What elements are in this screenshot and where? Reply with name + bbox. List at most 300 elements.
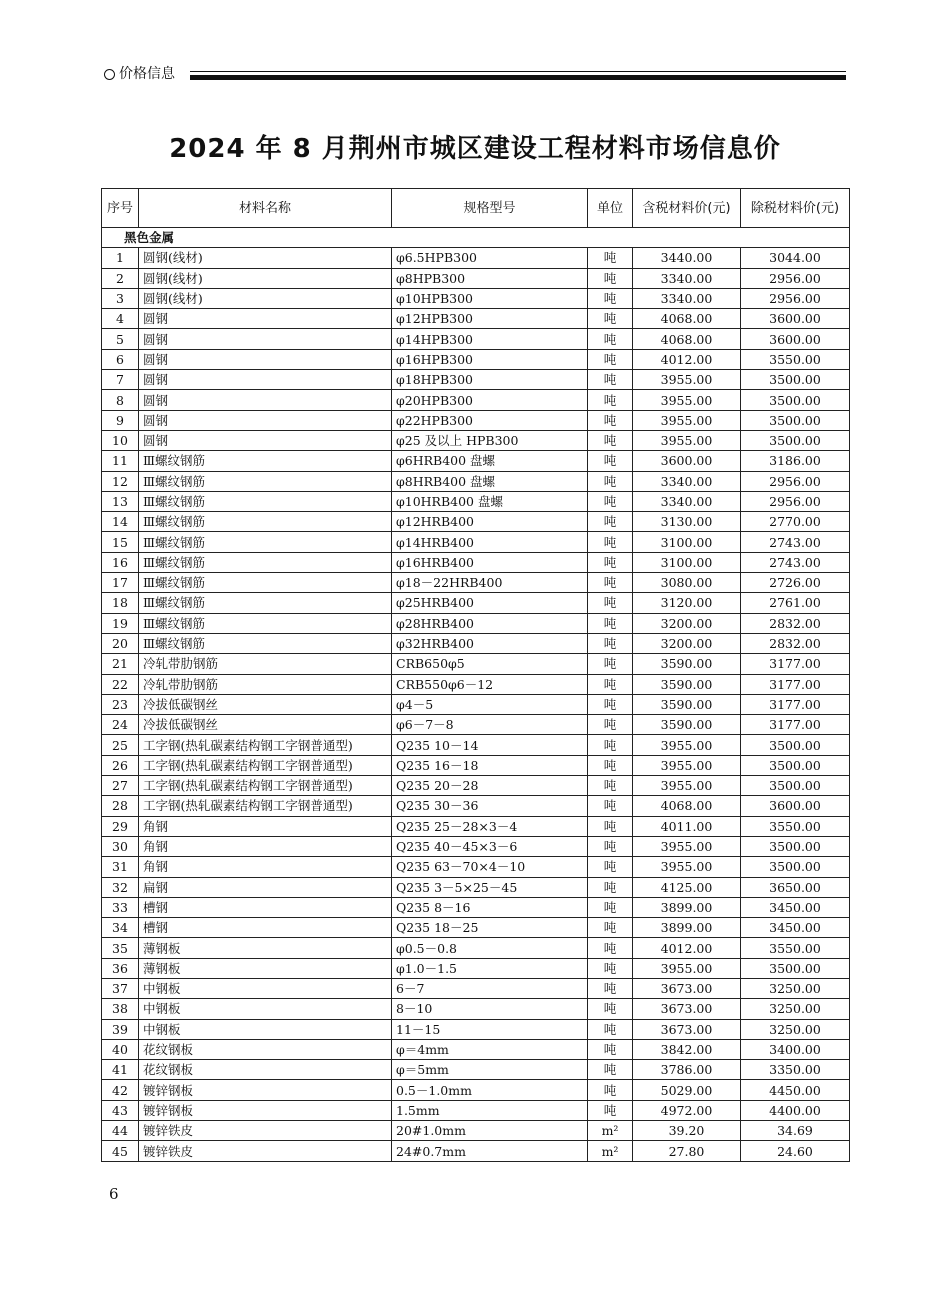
price-without-tax: 3500.00 xyxy=(741,958,850,978)
price-with-tax: 3590.00 xyxy=(633,674,741,694)
material-name: 冷轧带肋钢筋 xyxy=(139,654,392,674)
material-name: 薄钢板 xyxy=(139,958,392,978)
unit: 吨 xyxy=(588,694,633,714)
spec-model: 24#0.7mm xyxy=(392,1141,588,1161)
unit: 吨 xyxy=(588,999,633,1019)
spec-model: Q235 20－28 xyxy=(392,776,588,796)
row-index: 6 xyxy=(102,349,139,369)
price-without-tax: 3600.00 xyxy=(741,796,850,816)
unit: 吨 xyxy=(588,552,633,572)
row-index: 16 xyxy=(102,552,139,572)
spec-model: φ12HRB400 xyxy=(392,512,588,532)
unit: 吨 xyxy=(588,248,633,268)
page-title: 2024 年 8 月荆州市城区建设工程材料市场信息价 xyxy=(169,134,781,164)
row-index: 39 xyxy=(102,1019,139,1039)
unit: 吨 xyxy=(588,1039,633,1059)
page-header xyxy=(104,64,846,86)
spec-model: 8－10 xyxy=(392,999,588,1019)
material-name: 工字钢(热轧碳素结构钢工字钢普通型) xyxy=(139,776,392,796)
header-rule-thin xyxy=(190,71,846,72)
material-name: Ⅲ螺纹钢筋 xyxy=(139,613,392,633)
table-row xyxy=(102,999,850,1019)
material-name: 工字钢(热轧碳素结构钢工字钢普通型) xyxy=(139,796,392,816)
unit: 吨 xyxy=(588,857,633,877)
spec-model: φ8HRB400 盘螺 xyxy=(392,471,588,491)
material-name: 角钢 xyxy=(139,836,392,856)
material-name: 圆钢(线材) xyxy=(139,288,392,308)
spec-model: Q235 16－18 xyxy=(392,755,588,775)
material-name: 工字钢(热轧碳素结构钢工字钢普通型) xyxy=(139,755,392,775)
unit: 吨 xyxy=(588,288,633,308)
price-with-tax: 3200.00 xyxy=(633,613,741,633)
price-without-tax: 2832.00 xyxy=(741,613,850,633)
unit: 吨 xyxy=(588,897,633,917)
spec-model: CRB550φ6－12 xyxy=(392,674,588,694)
table-row xyxy=(102,897,850,917)
price-without-tax: 3250.00 xyxy=(741,1019,850,1039)
row-index: 28 xyxy=(102,796,139,816)
spec-model: φ18－22HRB400 xyxy=(392,573,588,593)
row-index: 32 xyxy=(102,877,139,897)
row-index: 43 xyxy=(102,1100,139,1120)
table-row xyxy=(102,877,850,897)
spec-model: φ25HRB400 xyxy=(392,593,588,613)
table-row xyxy=(102,1121,850,1141)
unit: 吨 xyxy=(588,370,633,390)
price-without-tax: 3600.00 xyxy=(741,309,850,329)
price-without-tax: 3500.00 xyxy=(741,776,850,796)
row-index: 26 xyxy=(102,755,139,775)
unit: 吨 xyxy=(588,573,633,593)
row-index: 17 xyxy=(102,573,139,593)
unit: 吨 xyxy=(588,410,633,430)
price-with-tax: 3673.00 xyxy=(633,978,741,998)
spec-model: φ1.0－1.5 xyxy=(392,958,588,978)
row-index: 41 xyxy=(102,1060,139,1080)
spec-model: φ＝5mm xyxy=(392,1060,588,1080)
page-number: 6 xyxy=(109,1185,119,1203)
table-row xyxy=(102,573,850,593)
price-without-tax: 3500.00 xyxy=(741,836,850,856)
table-row xyxy=(102,1060,850,1080)
price-with-tax: 4011.00 xyxy=(633,816,741,836)
spec-model: φ16HRB400 xyxy=(392,552,588,572)
price-without-tax: 2956.00 xyxy=(741,268,850,288)
table-row xyxy=(102,1039,850,1059)
unit: 吨 xyxy=(588,1060,633,1080)
spec-model: Q235 63－70×4－10 xyxy=(392,857,588,877)
row-index: 25 xyxy=(102,735,139,755)
price-without-tax: 3500.00 xyxy=(741,857,850,877)
unit: 吨 xyxy=(588,1080,633,1100)
price-without-tax: 3500.00 xyxy=(741,755,850,775)
column-header-index: 序号 xyxy=(102,189,139,228)
material-name: Ⅲ螺纹钢筋 xyxy=(139,552,392,572)
price-without-tax: 2956.00 xyxy=(741,471,850,491)
row-index: 19 xyxy=(102,613,139,633)
spec-model: φ10HRB400 盘螺 xyxy=(392,491,588,511)
spec-model: φ32HRB400 xyxy=(392,633,588,653)
unit: 吨 xyxy=(588,816,633,836)
price-with-tax: 27.80 xyxy=(633,1141,741,1161)
spec-model: φ14HRB400 xyxy=(392,532,588,552)
spec-model: φ8HPB300 xyxy=(392,268,588,288)
table-row xyxy=(102,512,850,532)
unit: 吨 xyxy=(588,654,633,674)
row-index: 29 xyxy=(102,816,139,836)
row-index: 13 xyxy=(102,491,139,511)
row-index: 38 xyxy=(102,999,139,1019)
table-row xyxy=(102,654,850,674)
table-header-row xyxy=(102,189,850,228)
price-with-tax: 3340.00 xyxy=(633,288,741,308)
price-without-tax: 2770.00 xyxy=(741,512,850,532)
price-without-tax: 2832.00 xyxy=(741,633,850,653)
price-without-tax: 3177.00 xyxy=(741,654,850,674)
table-row xyxy=(102,532,850,552)
price-with-tax: 3955.00 xyxy=(633,958,741,978)
spec-model: φ6－7－8 xyxy=(392,715,588,735)
price-with-tax: 4012.00 xyxy=(633,349,741,369)
spec-model: Q235 18－25 xyxy=(392,918,588,938)
category-label: 黑色金属 xyxy=(102,228,850,248)
material-name: 薄钢板 xyxy=(139,938,392,958)
table-row xyxy=(102,938,850,958)
price-without-tax: 3550.00 xyxy=(741,816,850,836)
unit: 吨 xyxy=(588,938,633,958)
unit: 吨 xyxy=(588,776,633,796)
row-index: 3 xyxy=(102,288,139,308)
material-name: 冷轧带肋钢筋 xyxy=(139,674,392,694)
material-name: Ⅲ螺纹钢筋 xyxy=(139,512,392,532)
column-header-price-without-tax: 除税材料价(元) xyxy=(741,189,850,228)
table-row xyxy=(102,857,850,877)
table-row xyxy=(102,349,850,369)
row-index: 40 xyxy=(102,1039,139,1059)
material-name: 圆钢 xyxy=(139,370,392,390)
price-without-tax: 3250.00 xyxy=(741,999,850,1019)
spec-model: φ6.5HPB300 xyxy=(392,248,588,268)
spec-model: φ10HPB300 xyxy=(392,288,588,308)
price-without-tax: 24.60 xyxy=(741,1141,850,1161)
spec-model: Q235 10－14 xyxy=(392,735,588,755)
unit: 吨 xyxy=(588,451,633,471)
table-row xyxy=(102,410,850,430)
row-index: 27 xyxy=(102,776,139,796)
table-row xyxy=(102,755,850,775)
unit: 吨 xyxy=(588,715,633,735)
price-without-tax: 3044.00 xyxy=(741,248,850,268)
spec-model: Q235 30－36 xyxy=(392,796,588,816)
column-header-price-with-tax: 含税材料价(元) xyxy=(633,189,741,228)
spec-model: 1.5mm xyxy=(392,1100,588,1120)
table-row xyxy=(102,735,850,755)
price-table xyxy=(101,188,850,1162)
price-with-tax: 3899.00 xyxy=(633,897,741,917)
price-without-tax: 3650.00 xyxy=(741,877,850,897)
unit: 吨 xyxy=(588,491,633,511)
price-with-tax: 5029.00 xyxy=(633,1080,741,1100)
material-name: Ⅲ螺纹钢筋 xyxy=(139,532,392,552)
material-name: 镀锌铁皮 xyxy=(139,1121,392,1141)
price-with-tax: 3955.00 xyxy=(633,735,741,755)
price-with-tax: 3955.00 xyxy=(633,755,741,775)
price-with-tax: 3100.00 xyxy=(633,532,741,552)
table-row xyxy=(102,329,850,349)
row-index: 15 xyxy=(102,532,139,552)
table-body xyxy=(102,228,850,1162)
spec-model: φ4－5 xyxy=(392,694,588,714)
row-index: 11 xyxy=(102,451,139,471)
table-row xyxy=(102,451,850,471)
price-with-tax: 3120.00 xyxy=(633,593,741,613)
unit: 吨 xyxy=(588,593,633,613)
price-without-tax: 3600.00 xyxy=(741,329,850,349)
unit: 吨 xyxy=(588,471,633,491)
circle-icon xyxy=(104,69,115,80)
price-with-tax: 3955.00 xyxy=(633,370,741,390)
material-name: 圆钢 xyxy=(139,390,392,410)
spec-model: φ6HRB400 盘螺 xyxy=(392,451,588,471)
table-row xyxy=(102,694,850,714)
price-without-tax: 3177.00 xyxy=(741,715,850,735)
table-row xyxy=(102,715,850,735)
price-with-tax: 3440.00 xyxy=(633,248,741,268)
unit: 吨 xyxy=(588,512,633,532)
table-row xyxy=(102,613,850,633)
table-row xyxy=(102,1141,850,1161)
row-index: 34 xyxy=(102,918,139,938)
table-row xyxy=(102,309,850,329)
price-without-tax: 3500.00 xyxy=(741,430,850,450)
unit: m² xyxy=(588,1121,633,1141)
price-without-tax: 3400.00 xyxy=(741,1039,850,1059)
price-without-tax: 3250.00 xyxy=(741,978,850,998)
price-with-tax: 3955.00 xyxy=(633,390,741,410)
spec-model: 6－7 xyxy=(392,978,588,998)
price-with-tax: 3590.00 xyxy=(633,654,741,674)
unit: 吨 xyxy=(588,349,633,369)
table-row xyxy=(102,390,850,410)
table-row xyxy=(102,1080,850,1100)
spec-model: φ20HPB300 xyxy=(392,390,588,410)
price-without-tax: 2956.00 xyxy=(741,288,850,308)
price-with-tax: 3899.00 xyxy=(633,918,741,938)
price-without-tax: 3500.00 xyxy=(741,735,850,755)
price-with-tax: 3955.00 xyxy=(633,410,741,430)
row-index: 8 xyxy=(102,390,139,410)
row-index: 10 xyxy=(102,430,139,450)
row-index: 24 xyxy=(102,715,139,735)
price-with-tax: 3673.00 xyxy=(633,999,741,1019)
table-row xyxy=(102,491,850,511)
material-name: 冷拔低碳钢丝 xyxy=(139,715,392,735)
material-name: 镀锌钢板 xyxy=(139,1080,392,1100)
column-header-spec: 规格型号 xyxy=(392,189,588,228)
price-without-tax: 3500.00 xyxy=(741,370,850,390)
material-name: 花纹钢板 xyxy=(139,1039,392,1059)
column-header-unit: 单位 xyxy=(588,189,633,228)
price-without-tax: 3500.00 xyxy=(741,410,850,430)
unit: 吨 xyxy=(588,735,633,755)
price-without-tax: 4450.00 xyxy=(741,1080,850,1100)
header-rule-thick xyxy=(190,75,846,80)
unit: 吨 xyxy=(588,958,633,978)
material-name: 工字钢(热轧碳素结构钢工字钢普通型) xyxy=(139,735,392,755)
unit: 吨 xyxy=(588,390,633,410)
unit: 吨 xyxy=(588,796,633,816)
material-name: 花纹钢板 xyxy=(139,1060,392,1080)
row-index: 14 xyxy=(102,512,139,532)
unit: 吨 xyxy=(588,1100,633,1120)
row-index: 20 xyxy=(102,633,139,653)
price-with-tax: 3955.00 xyxy=(633,776,741,796)
material-name: Ⅲ螺纹钢筋 xyxy=(139,491,392,511)
row-index: 1 xyxy=(102,248,139,268)
price-with-tax: 39.20 xyxy=(633,1121,741,1141)
spec-model: 20#1.0mm xyxy=(392,1121,588,1141)
table-row xyxy=(102,1100,850,1120)
material-name: 镀锌钢板 xyxy=(139,1100,392,1120)
spec-model: Q235 8－16 xyxy=(392,897,588,917)
row-index: 31 xyxy=(102,857,139,877)
row-index: 23 xyxy=(102,694,139,714)
unit: 吨 xyxy=(588,836,633,856)
table-row xyxy=(102,1019,850,1039)
table-row xyxy=(102,674,850,694)
material-name: 圆钢(线材) xyxy=(139,248,392,268)
spec-model: φ18HPB300 xyxy=(392,370,588,390)
price-with-tax: 3340.00 xyxy=(633,268,741,288)
price-without-tax: 2726.00 xyxy=(741,573,850,593)
table-row xyxy=(102,430,850,450)
table-row xyxy=(102,816,850,836)
price-with-tax: 3673.00 xyxy=(633,1019,741,1039)
material-name: 中钢板 xyxy=(139,999,392,1019)
price-with-tax: 4972.00 xyxy=(633,1100,741,1120)
price-with-tax: 3786.00 xyxy=(633,1060,741,1080)
material-name: 槽钢 xyxy=(139,897,392,917)
table-row xyxy=(102,978,850,998)
price-with-tax: 3200.00 xyxy=(633,633,741,653)
unit: 吨 xyxy=(588,309,633,329)
price-with-tax: 3590.00 xyxy=(633,694,741,714)
material-name: Ⅲ螺纹钢筋 xyxy=(139,593,392,613)
column-header-name: 材料名称 xyxy=(139,189,392,228)
table-row xyxy=(102,288,850,308)
spec-model: φ＝4mm xyxy=(392,1039,588,1059)
price-without-tax: 3177.00 xyxy=(741,694,850,714)
unit: 吨 xyxy=(588,329,633,349)
price-with-tax: 3130.00 xyxy=(633,512,741,532)
material-name: 中钢板 xyxy=(139,1019,392,1039)
price-without-tax: 3550.00 xyxy=(741,349,850,369)
table-row xyxy=(102,958,850,978)
price-without-tax: 3450.00 xyxy=(741,918,850,938)
price-without-tax: 2761.00 xyxy=(741,593,850,613)
price-with-tax: 3600.00 xyxy=(633,451,741,471)
row-index: 22 xyxy=(102,674,139,694)
material-name: 槽钢 xyxy=(139,918,392,938)
table-row xyxy=(102,633,850,653)
table-row xyxy=(102,776,850,796)
row-index: 33 xyxy=(102,897,139,917)
material-name: 圆钢 xyxy=(139,309,392,329)
row-index: 12 xyxy=(102,471,139,491)
spec-model: Q235 25－28×3－4 xyxy=(392,816,588,836)
price-without-tax: 2743.00 xyxy=(741,532,850,552)
unit: 吨 xyxy=(588,268,633,288)
material-name: 冷拔低碳钢丝 xyxy=(139,694,392,714)
price-with-tax: 4012.00 xyxy=(633,938,741,958)
price-without-tax: 2743.00 xyxy=(741,552,850,572)
price-without-tax: 2956.00 xyxy=(741,491,850,511)
unit: m² xyxy=(588,1141,633,1161)
unit: 吨 xyxy=(588,633,633,653)
unit: 吨 xyxy=(588,877,633,897)
unit: 吨 xyxy=(588,532,633,552)
price-with-tax: 4068.00 xyxy=(633,329,741,349)
material-name: Ⅲ螺纹钢筋 xyxy=(139,451,392,471)
row-index: 36 xyxy=(102,958,139,978)
row-index: 44 xyxy=(102,1121,139,1141)
spec-model: φ25 及以上 HPB300 xyxy=(392,430,588,450)
price-with-tax: 3340.00 xyxy=(633,471,741,491)
price-with-tax: 3340.00 xyxy=(633,491,741,511)
price-with-tax: 4125.00 xyxy=(633,877,741,897)
material-name: 圆钢 xyxy=(139,410,392,430)
spec-model: φ22HPB300 xyxy=(392,410,588,430)
spec-model: φ0.5－0.8 xyxy=(392,938,588,958)
price-without-tax: 34.69 xyxy=(741,1121,850,1141)
price-without-tax: 3450.00 xyxy=(741,897,850,917)
table-row xyxy=(102,248,850,268)
material-name: Ⅲ螺纹钢筋 xyxy=(139,471,392,491)
table-row xyxy=(102,918,850,938)
price-without-tax: 3186.00 xyxy=(741,451,850,471)
row-index: 5 xyxy=(102,329,139,349)
price-with-tax: 3842.00 xyxy=(633,1039,741,1059)
category-row xyxy=(102,228,850,248)
spec-model: φ14HPB300 xyxy=(392,329,588,349)
material-name: 圆钢 xyxy=(139,329,392,349)
material-name: 扁钢 xyxy=(139,877,392,897)
row-index: 30 xyxy=(102,836,139,856)
material-name: 角钢 xyxy=(139,816,392,836)
price-without-tax: 3550.00 xyxy=(741,938,850,958)
table-row xyxy=(102,593,850,613)
price-with-tax: 3955.00 xyxy=(633,836,741,856)
price-without-tax: 3177.00 xyxy=(741,674,850,694)
price-with-tax: 3955.00 xyxy=(633,430,741,450)
row-index: 7 xyxy=(102,370,139,390)
unit: 吨 xyxy=(588,430,633,450)
row-index: 42 xyxy=(102,1080,139,1100)
unit: 吨 xyxy=(588,918,633,938)
row-index: 35 xyxy=(102,938,139,958)
price-without-tax: 3350.00 xyxy=(741,1060,850,1080)
row-index: 4 xyxy=(102,309,139,329)
price-with-tax: 3955.00 xyxy=(633,857,741,877)
material-name: 中钢板 xyxy=(139,978,392,998)
material-name: 镀锌铁皮 xyxy=(139,1141,392,1161)
table-row xyxy=(102,836,850,856)
row-index: 37 xyxy=(102,978,139,998)
price-with-tax: 3590.00 xyxy=(633,715,741,735)
row-index: 21 xyxy=(102,654,139,674)
row-index: 9 xyxy=(102,410,139,430)
spec-model: φ16HPB300 xyxy=(392,349,588,369)
